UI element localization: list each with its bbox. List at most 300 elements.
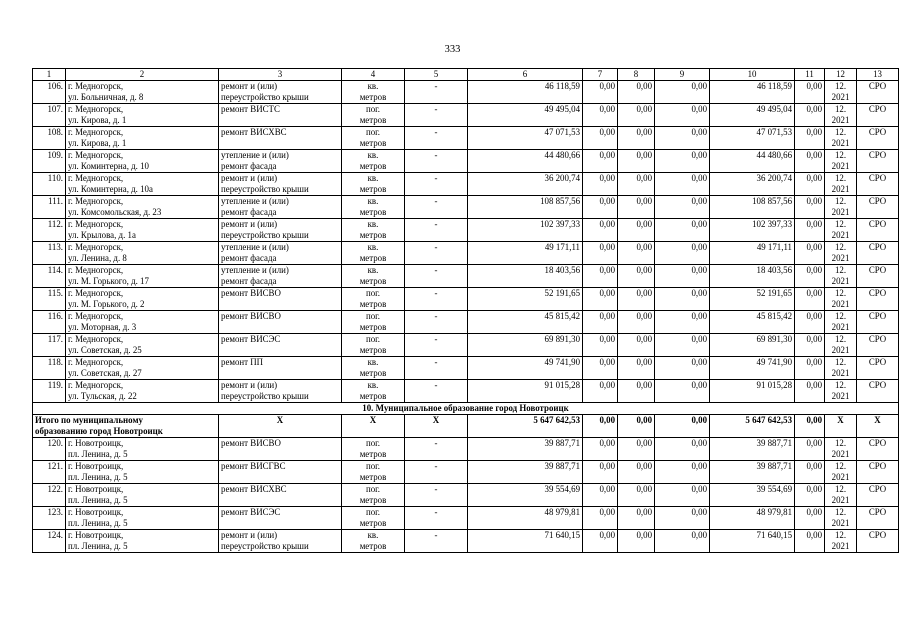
- amount-cell: [655, 150, 710, 173]
- method-value: СРО: [868, 438, 887, 448]
- row-number: [33, 357, 66, 380]
- amount-cell: [655, 530, 710, 553]
- completion-date-cell: [825, 311, 857, 334]
- work-type-line: ремонт ВИСВО: [221, 438, 281, 448]
- completion-date-cell: [825, 461, 857, 484]
- address-street: ул. Советская, д. 25: [68, 344, 142, 355]
- cost-total-value: 46 118,59: [544, 81, 580, 91]
- volume-cell: [405, 104, 468, 127]
- cost-total-cell: [468, 173, 583, 196]
- row-number: [33, 196, 66, 219]
- amount-value: 0,00: [691, 150, 707, 160]
- method-value: СРО: [868, 311, 887, 321]
- table-row: [33, 242, 899, 265]
- row-number: [33, 81, 66, 104]
- method-cell: [857, 219, 899, 242]
- address-city: г. Новотроицк,: [68, 507, 124, 517]
- amount-cell: [583, 438, 618, 461]
- cost-total-cell: [468, 461, 583, 484]
- address-street: ул. Коминтерна, д. 10а: [68, 183, 153, 194]
- completion-date-cell: [825, 288, 857, 311]
- total-value: 5 647 642,53: [533, 415, 580, 425]
- cost-fund-cell: [710, 334, 795, 357]
- work-type-cell: [219, 288, 342, 311]
- table-row: [33, 219, 899, 242]
- completion-date-cell: [825, 507, 857, 530]
- amount-value: 0,00: [691, 357, 707, 367]
- work-type-cell: [219, 438, 342, 461]
- row-number: [33, 104, 66, 127]
- method-value: СРО: [868, 461, 887, 471]
- date-year: 2021: [831, 206, 850, 217]
- address-street: ул. М. Горького, д. 17: [68, 275, 149, 286]
- row-number-text: 122.: [47, 484, 63, 494]
- method-cell: [857, 357, 899, 380]
- cost-fund-cell: [710, 438, 795, 461]
- cost-total-value: 108 857,56: [540, 196, 580, 206]
- date-month: 12.: [834, 311, 847, 321]
- cost-total-value: 69 891,30: [544, 334, 580, 344]
- amount-cell: [655, 334, 710, 357]
- amount-value: 0,00: [599, 357, 615, 367]
- cost-fund-value: 49 171,11: [756, 242, 792, 252]
- address-cell: [66, 173, 219, 196]
- amount-cell: [618, 173, 655, 196]
- amount-value: 0,00: [599, 334, 615, 344]
- table-row: [33, 380, 899, 403]
- amount-value: 0,00: [691, 104, 707, 114]
- row-number: [33, 507, 66, 530]
- address-street: ул. Комсомольская, д. 23: [68, 206, 162, 217]
- amount-value: 0,00: [636, 484, 652, 494]
- amount-value: 0,00: [806, 507, 822, 517]
- work-type-line: ремонт и (или): [221, 380, 278, 390]
- address-cell: [66, 461, 219, 484]
- amount-value: 0,00: [691, 127, 707, 137]
- amount-cell: [655, 380, 710, 403]
- amount-cell: [583, 484, 618, 507]
- total-value: 5 647 642,53: [745, 415, 792, 425]
- method-value: СРО: [868, 104, 887, 114]
- unit-cell: [342, 219, 405, 242]
- address-city: г. Медногорск,: [68, 334, 124, 344]
- work-type-cell: [219, 173, 342, 196]
- unit-line: метров: [359, 321, 387, 332]
- amount-cell: [583, 242, 618, 265]
- method-value: СРО: [868, 219, 887, 229]
- amount-cell: [618, 81, 655, 104]
- cost-fund-cell: [710, 242, 795, 265]
- amount-cell: [795, 104, 825, 127]
- work-type-cell: [219, 242, 342, 265]
- amount-value: 0,00: [599, 530, 615, 540]
- address-street: ул. Больничная, д. 8: [68, 91, 144, 102]
- date-year: 2021: [831, 114, 850, 125]
- address-city: г. Новотроицк,: [68, 461, 124, 471]
- amount-cell: [583, 219, 618, 242]
- volume-cell: [405, 461, 468, 484]
- unit-cell: [342, 507, 405, 530]
- cost-fund-value: 48 979,81: [756, 507, 792, 517]
- work-type-line: ремонт ПП: [221, 357, 264, 367]
- completion-date-cell: [825, 484, 857, 507]
- table-row: [33, 81, 899, 104]
- amount-cell: [618, 507, 655, 530]
- volume-cell: [405, 334, 468, 357]
- amount-cell: [583, 334, 618, 357]
- cost-fund-cell: [710, 311, 795, 334]
- date-year: 2021: [831, 517, 850, 528]
- amount-cell: [795, 265, 825, 288]
- section-heading: 10. Муниципальное образование город Новотроицк: [33, 403, 899, 415]
- unit-line: метров: [359, 252, 387, 263]
- amount-value: 0,00: [636, 81, 652, 91]
- address-cell: [66, 219, 219, 242]
- method-value: СРО: [868, 380, 887, 390]
- cost-total-value: 91 015,28: [544, 380, 580, 390]
- amount-cell: [795, 81, 825, 104]
- volume-value: -: [434, 461, 438, 471]
- address-cell: [66, 242, 219, 265]
- row-number: [33, 288, 66, 311]
- method-value: СРО: [868, 242, 887, 252]
- address-city: г. Медногорск,: [68, 219, 124, 229]
- unit-cell: [342, 265, 405, 288]
- cost-total-cell: [468, 196, 583, 219]
- cost-total-cell: [468, 265, 583, 288]
- volume-cell: [405, 357, 468, 380]
- amount-cell: [655, 507, 710, 530]
- work-type-line: утепление и (или): [221, 150, 289, 160]
- date-month: 12.: [834, 484, 847, 494]
- amount-value: 0,00: [691, 530, 707, 540]
- amount-cell: [583, 507, 618, 530]
- row-number-text: 124.: [47, 530, 63, 540]
- unit-line: кв.: [367, 150, 379, 160]
- address-city: г. Медногорск,: [68, 173, 124, 183]
- row-number-text: 114.: [47, 265, 63, 275]
- work-type-line: переустройство крыши: [221, 540, 309, 551]
- address-city: г. Медногорск,: [68, 288, 124, 298]
- address-city: г. Медногорск,: [68, 104, 124, 114]
- address-street: ул. Тульская, д. 22: [68, 390, 137, 401]
- total-value-cell: [342, 415, 405, 438]
- amount-cell: [618, 127, 655, 150]
- row-number: [33, 242, 66, 265]
- unit-line: пог.: [365, 461, 381, 471]
- amount-value: 0,00: [599, 104, 615, 114]
- work-type-line: ремонт ВИСЭС: [221, 334, 281, 344]
- cost-total-cell: [468, 334, 583, 357]
- address-street: пл. Ленина, д. 5: [68, 540, 128, 551]
- work-type-cell: [219, 219, 342, 242]
- row-number-text: 106.: [47, 81, 63, 91]
- volume-cell: [405, 484, 468, 507]
- amount-cell: [618, 380, 655, 403]
- amount-cell: [795, 288, 825, 311]
- date-year: 2021: [831, 494, 850, 505]
- cost-total-cell: [468, 127, 583, 150]
- amount-cell: [583, 357, 618, 380]
- unit-line: кв.: [367, 242, 379, 252]
- column-number: 13: [857, 69, 899, 81]
- unit-cell: [342, 311, 405, 334]
- unit-cell: [342, 150, 405, 173]
- column-number: 3: [219, 69, 342, 81]
- address-cell: [66, 104, 219, 127]
- total-label: [33, 415, 219, 438]
- volume-value: -: [434, 265, 438, 275]
- method-value: СРО: [868, 127, 887, 137]
- address-cell: [66, 81, 219, 104]
- row-number: [33, 311, 66, 334]
- volume-cell: [405, 242, 468, 265]
- amount-cell: [618, 484, 655, 507]
- amount-value: 0,00: [806, 242, 822, 252]
- cost-fund-value: 46 118,59: [756, 81, 792, 91]
- total-value: X: [432, 415, 440, 425]
- total-value-cell: [618, 415, 655, 438]
- address-street: пл. Ленина, д. 5: [68, 494, 128, 505]
- unit-cell: [342, 242, 405, 265]
- amount-cell: [618, 438, 655, 461]
- amount-value: 0,00: [806, 219, 822, 229]
- date-year: 2021: [831, 252, 850, 263]
- amount-cell: [583, 530, 618, 553]
- amount-value: 0,00: [636, 104, 652, 114]
- cost-total-cell: [468, 81, 583, 104]
- unit-cell: [342, 380, 405, 403]
- table-row: [33, 507, 899, 530]
- amount-value: 0,00: [636, 334, 652, 344]
- table-row: [33, 173, 899, 196]
- date-year: 2021: [831, 540, 850, 551]
- amount-cell: [618, 104, 655, 127]
- method-cell: [857, 507, 899, 530]
- work-type-cell: [219, 81, 342, 104]
- unit-cell: [342, 461, 405, 484]
- cost-fund-value: 47 071,53: [756, 127, 792, 137]
- cost-total-cell: [468, 507, 583, 530]
- total-value: 0,00: [691, 415, 707, 425]
- method-cell: [857, 484, 899, 507]
- amount-value: 0,00: [599, 311, 615, 321]
- amount-cell: [795, 219, 825, 242]
- cost-fund-cell: [710, 484, 795, 507]
- total-value: X: [837, 415, 844, 425]
- amount-cell: [583, 380, 618, 403]
- amount-cell: [795, 173, 825, 196]
- amount-cell: [583, 81, 618, 104]
- date-month: 12.: [834, 334, 847, 344]
- cost-fund-cell: [710, 173, 795, 196]
- date-year: 2021: [831, 321, 850, 332]
- amount-cell: [795, 150, 825, 173]
- amount-cell: [618, 265, 655, 288]
- address-street: ул. Моторная, д. 3: [68, 321, 137, 332]
- unit-line: кв.: [367, 219, 379, 229]
- volume-cell: [405, 127, 468, 150]
- column-number: 4: [342, 69, 405, 81]
- unit-line: пог.: [365, 127, 381, 137]
- amount-value: 0,00: [691, 81, 707, 91]
- unit-line: метров: [359, 298, 387, 309]
- volume-value: -: [434, 484, 438, 494]
- amount-value: 0,00: [599, 380, 615, 390]
- unit-line: кв.: [367, 81, 379, 91]
- work-type-line: ремонт ВИСГВС: [221, 461, 286, 471]
- work-type-line: ремонт фасада: [221, 206, 277, 217]
- amount-value: 0,00: [806, 288, 822, 298]
- address-street: ул. Кирова, д. 1: [68, 137, 127, 148]
- cost-total-value: 39 887,71: [544, 438, 580, 448]
- work-type-cell: [219, 127, 342, 150]
- unit-line: кв.: [367, 357, 379, 367]
- work-type-line: ремонт ВИСХВС: [221, 484, 287, 494]
- unit-line: метров: [359, 367, 387, 378]
- unit-line: метров: [359, 183, 387, 194]
- date-month: 12.: [834, 265, 847, 275]
- column-number: 8: [618, 69, 655, 81]
- unit-cell: [342, 334, 405, 357]
- amount-value: 0,00: [806, 484, 822, 494]
- amount-cell: [583, 104, 618, 127]
- work-type-line: утепление и (или): [221, 196, 289, 206]
- total-value: 0,00: [636, 415, 652, 425]
- amount-cell: [795, 380, 825, 403]
- work-type-cell: [219, 311, 342, 334]
- date-month: 12.: [834, 196, 847, 206]
- work-type-line: ремонт и (или): [221, 219, 278, 229]
- method-value: СРО: [868, 196, 887, 206]
- amount-cell: [655, 265, 710, 288]
- completion-date-cell: [825, 219, 857, 242]
- amount-cell: [655, 242, 710, 265]
- method-cell: [857, 334, 899, 357]
- method-value: СРО: [868, 288, 887, 298]
- amount-cell: [583, 311, 618, 334]
- total-value: X: [874, 415, 881, 425]
- total-value: X: [369, 415, 377, 425]
- amount-value: 0,00: [691, 461, 707, 471]
- row-number-text: 112.: [47, 219, 63, 229]
- amount-value: 0,00: [636, 530, 652, 540]
- work-type-line: ремонт ВИСХВС: [221, 127, 287, 137]
- column-number: 10: [710, 69, 795, 81]
- amount-cell: [795, 530, 825, 553]
- unit-line: метров: [359, 114, 387, 125]
- date-year: 2021: [831, 344, 850, 355]
- method-value: СРО: [868, 334, 887, 344]
- work-type-line: ремонт и (или): [221, 530, 278, 540]
- volume-cell: [405, 288, 468, 311]
- total-value: 0,00: [599, 415, 615, 425]
- amount-value: 0,00: [636, 288, 652, 298]
- method-cell: [857, 530, 899, 553]
- amount-value: 0,00: [599, 288, 615, 298]
- work-type-line: утепление и (или): [221, 242, 289, 252]
- unit-line: пог.: [365, 311, 381, 321]
- completion-date-cell: [825, 173, 857, 196]
- work-type-line: ремонт ВИСТС: [221, 104, 280, 114]
- unit-line: метров: [359, 390, 387, 401]
- table-row: [33, 484, 899, 507]
- unit-line: метров: [359, 275, 387, 286]
- amount-value: 0,00: [599, 461, 615, 471]
- amount-cell: [795, 461, 825, 484]
- amount-cell: [655, 288, 710, 311]
- amount-cell: [655, 81, 710, 104]
- date-month: 12.: [834, 81, 847, 91]
- amount-value: 0,00: [636, 357, 652, 367]
- amount-value: 0,00: [691, 507, 707, 517]
- volume-value: -: [434, 150, 438, 160]
- date-year: 2021: [831, 229, 850, 240]
- amount-value: 0,00: [599, 196, 615, 206]
- address-street: ул. Кирова, д. 1: [68, 114, 127, 125]
- row-number: [33, 461, 66, 484]
- cost-total-value: 71 640,15: [544, 530, 580, 540]
- completion-date-cell: [825, 380, 857, 403]
- work-type-cell: [219, 196, 342, 219]
- unit-line: кв.: [367, 173, 379, 183]
- cost-total-cell: [468, 219, 583, 242]
- cost-fund-cell: [710, 357, 795, 380]
- work-type-cell: [219, 530, 342, 553]
- table-row: [33, 438, 899, 461]
- cost-fund-value: 49 741,90: [756, 357, 792, 367]
- date-year: 2021: [831, 390, 850, 401]
- table-row: [33, 196, 899, 219]
- address-cell: [66, 150, 219, 173]
- method-value: СРО: [868, 265, 887, 275]
- amount-cell: [795, 357, 825, 380]
- completion-date-cell: [825, 334, 857, 357]
- amount-value: 0,00: [806, 357, 822, 367]
- cost-fund-value: 44 480,66: [756, 150, 792, 160]
- amount-cell: [618, 334, 655, 357]
- unit-line: метров: [359, 91, 387, 102]
- address-cell: [66, 380, 219, 403]
- date-month: 12.: [834, 104, 847, 114]
- row-number-text: 109.: [47, 150, 63, 160]
- address-cell: [66, 265, 219, 288]
- amount-value: 0,00: [806, 81, 822, 91]
- volume-value: -: [434, 380, 438, 390]
- unit-line: метров: [359, 517, 387, 528]
- method-cell: [857, 173, 899, 196]
- amount-cell: [655, 219, 710, 242]
- work-type-line: переустройство крыши: [221, 390, 309, 401]
- method-cell: [857, 461, 899, 484]
- volume-value: -: [434, 288, 438, 298]
- total-value: X: [276, 415, 284, 425]
- work-type-line: переустройство крыши: [221, 91, 309, 102]
- work-type-cell: [219, 150, 342, 173]
- amount-cell: [618, 242, 655, 265]
- row-number-text: 111.: [48, 196, 63, 206]
- method-cell: [857, 81, 899, 104]
- completion-date-cell: [825, 357, 857, 380]
- address-city: г. Новотроицк,: [68, 484, 124, 494]
- row-number-text: 115.: [47, 288, 63, 298]
- cost-total-cell: [468, 380, 583, 403]
- date-year: 2021: [831, 275, 850, 286]
- row-number: [33, 530, 66, 553]
- unit-line: пог.: [365, 484, 381, 494]
- method-cell: [857, 196, 899, 219]
- row-number-text: 120.: [47, 438, 63, 448]
